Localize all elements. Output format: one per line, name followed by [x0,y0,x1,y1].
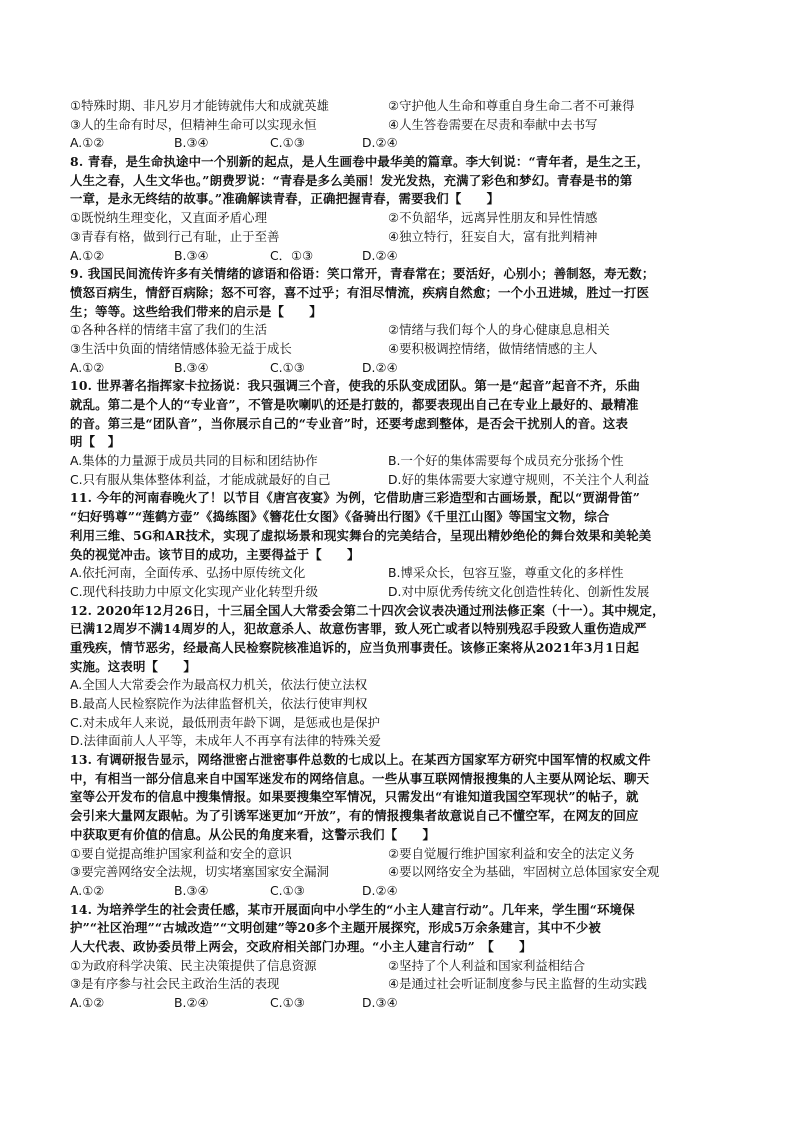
question-text-line: 一章，是永无终结的故事。”准确解读青春，正确把握青春，需要我们【 】 [70,191,500,207]
statement-option: ①各种各样的情绪丰富了我们的生活 [70,322,267,338]
statement-option: ④人生答卷需要在尽责和奉献中去书写 [388,116,598,132]
question-text-line: 10. 世界著名指挥家卡拉扬说：我只强调三个音，使我的乐队变成团队。第一是“起音”起音不齐，乐曲 [70,378,641,394]
answer-choice: A.①② [70,882,105,898]
statement-option: ④是通过社会听证制度参与民主监督的生动实践 [388,976,647,992]
answer-choice: D.②④ [362,247,398,263]
question-text-line: 11. 今年的河南春晚火了！以节目《唐宫夜宴》为例，它借助唐三彩造型和古画场景，配以“贾湖骨笛” [70,490,641,506]
answer-option-line: C.对未成年人来说，最低刑责年龄下调，是惩戒也是保护 [70,714,380,730]
question-text-line: 实施。这表明【 】 [70,658,196,674]
statement-option: ①既悦纳生理变化，又直面矛盾心理 [70,210,267,226]
statement-pair-row [70,583,730,602]
statement-pair-row [70,564,730,583]
statement-option: ④要以网络安全为基础，牢固树立总体国家安全观 [388,864,660,880]
question-text-line: 人生之春，人生文华也。”朗费罗说：“青春是多么美丽！发光发热，充满了彩色和梦幻。青春是书的第 [70,172,633,188]
statement-option: B.博采众长，包容互鉴，尊重文化的多样性 [388,565,624,581]
answer-choices-row [70,134,730,153]
question-text-line: 9. 我国民间流传许多有关情绪的谚语和俗语：笑口常开，青春常在；要活好，心别小；善制怒，寿无数； [70,266,655,282]
statement-option: D.对中原优秀传统文化创造性转化、创新性发展 [388,583,650,599]
question-text-line: 就乱。第二是个人的“专业音”，不管是吹喇叭的还是打鼓的，都要表现出自己在专业上最好的、最精准 [70,397,639,412]
answer-choice: D.②④ [362,882,398,898]
question-text-line: 中，有相当一部分信息来自中国军迷发布的网络信息。一些从事互联网情报搜集的人主要从网论坛、聊天 [70,770,650,786]
answer-option-line: B.最高人民检察院作为法律监督机关，依法行使审判权 [70,696,368,711]
answer-choice: C.①③ [270,359,305,375]
question-text-line: 中获取更有价值的信息。从公民的角度来看，这警示我们【 】 [70,826,436,842]
statement-option: ③要完善网络安全法规，切实堵塞国家安全漏洞 [70,864,329,880]
statement-pair-row [70,340,730,359]
answer-choice: B.②④ [174,995,209,1010]
answer-choices-row [70,247,730,266]
answer-choice: B.③④ [174,135,209,151]
statement-option: ③是有序参与社会民主政治生活的表现 [70,976,280,992]
answer-choice: B.③④ [174,359,209,375]
question-text-line: 的音。第三是“团队音”，当你展示自己的“专业音”时，还要考虑到整体，是否会干扰别人的音。这表 [70,415,629,431]
question-text-line: 12. 2020年12月26日，十三届全国人大常委会第二十四次会议表决通过刑法修正案（十一）。其中规定， [70,602,665,618]
answer-choice: D.②④ [362,135,398,151]
statement-option: ④要积极调控情绪，做情绪情感的主人 [388,340,598,356]
statement-pair-row [70,116,730,135]
answer-choice: A.①② [70,359,105,375]
question-text-line: 会引来大量网友跟帖。为了引诱军迷更加“开放”，有的情报搜集者故意说自己不懂空军，在网友的回应 [70,808,639,824]
answer-choice: B.③④ [174,247,209,263]
statement-option: ④独立特行，狂妄自大，富有批判精神 [388,228,598,244]
statement-option: A.集体的力量源于成员共同的目标和团结协作 [70,453,318,469]
statement-pair-row [70,845,730,864]
question-text-line: 人大代表、政协委员带上两会，交政府相关部门办理。“小主人建言行动” 【 】 [70,938,532,954]
question-text-line: 护”“社区治理”“古城改造”“文明创建”等20多个主题开展探究，形成5万余条建言，其中不少被 [70,920,602,936]
question-text-line: 14. 为培养学生的社会责任感，某市开展面向中小学生的“小主人建言行动”。几年来，学生围“环境保 [70,901,635,917]
answer-choice: C.①③ [270,995,305,1010]
question-text-line: 13. 有调研报告显示，网络泄密占泄密事件总数的七成以上。在某西方国家军方研究中国军情的权威文件 [70,752,651,768]
statement-pair-row [70,321,730,340]
answer-choice: A.①② [70,247,105,263]
question-text-line: 已满12周岁不满14周岁的人，犯故意杀人、故意伤害罪，致人死亡或者以特别残忍手段致人重伤造成严 [70,621,647,637]
statement-option: C.现代科技助力中原文化实现产业化转型升级 [70,583,319,599]
question-text-line: 8. 青春，是生命执途中一个别新的起点，是人生画卷中最华美的篇章。李大钊说：“青年者，是生之王， [70,154,650,170]
statement-option: ②不负韶华，远离异性朋友和异性情感 [388,210,598,226]
answer-choice: C.①③ [270,135,305,151]
statement-option: ②情绪与我们每个人的身心健康息息相关 [388,322,610,338]
statement-option: ②要自觉履行维护国家利益和安全的法定义务 [388,845,635,861]
answer-choices-row [70,882,730,901]
answer-choice: C．①③ [270,247,314,263]
answer-choices-row [70,359,730,378]
question-text-line: “妇好鸮尊”“莲鹤方壶”《捣练图》《簪花仕女图》《备骑出行图》《千里江山图》等国宝文物，综合 [70,509,610,525]
statement-option: A.依托河南，全面传承、弘扬中原传统文化 [70,565,306,581]
question-text-line: 奂的视觉冲击。该节目的成功，主要得益于【 】 [70,546,360,562]
statement-pair-row [70,97,730,116]
statement-option: ③人的生命有时尽，但精神生命可以实现永恒 [70,116,317,132]
answer-option-line: A.全国人大常委会作为最高权力机关，依法行使立法权 [70,677,368,693]
statement-pair-row [70,209,730,228]
statement-pair-row [70,471,730,490]
statement-pair-row [70,228,730,247]
statement-option: ①要自觉提高维护国家利益和安全的意识 [70,845,292,861]
answer-option-line: D.法律面前人人平等，未成年人不再享有法律的特殊关爱 [70,733,381,749]
statement-option: ③青春有格，做到行己有耻，止于至善 [70,228,280,244]
answer-choice: B.③④ [174,882,209,898]
statement-option: D.好的集体需要大家遵守规则，不关注个人利益 [388,471,650,487]
statement-option: ③生活中负面的情绪情感体验无益于成长 [70,340,292,356]
question-text-line: 生；等等。这些给我们带来的启示是【 】 [70,303,322,319]
statement-option: ①特殊时期、非凡岁月才能铸就伟大和成就英雄 [70,98,329,113]
question-text-line: 室等公开发布的信息中搜集情报。如果要搜集空军情况，只需发出“有谁知道我国空军现状”的帖子，就 [70,789,639,805]
question-text-line: 明【 】 [70,434,121,450]
question-text-line: 愤怒百病生，情舒百病除；怒不可容，喜不过乎；有泪尽情流，疾病自然愈；一个小丑进城，胜过一打医 [70,284,650,300]
question-text-line: 利用三维、5G和AR技术，实现了虚拟场景和现实舞台的完美结合，呈现出精妙绝伦的舞台效果和美轮美 [70,527,652,543]
exam-page [70,97,730,1013]
answer-choice: A.①② [70,135,105,151]
answer-choice: D.③④ [362,995,398,1010]
statement-pair-row [70,975,730,994]
answer-choice: A.①② [70,995,105,1010]
statement-pair-row [70,452,730,471]
answer-choice: D.②④ [362,359,398,375]
statement-option: B.一个好的集体需要每个成员充分张扬个性 [388,453,624,469]
statement-option: C.只有服从集体整体利益，才能成就最好的自己 [70,471,331,487]
statement-option: ②守护他人生命和尊重自身生命二者不可兼得 [388,98,635,113]
statement-option: ②坚持了个人利益和国家利益相结合 [388,957,585,973]
statement-pair-row [70,957,730,976]
answer-choice: C.①③ [270,882,305,898]
statement-pair-row [70,863,730,882]
answer-choices-row [70,994,730,1013]
statement-option: ①为政府科学决策、民主决策提供了信息资源 [70,957,317,973]
question-text-line: 重残疾，情节恶劣，经最高人民检察院核准追诉的，应当负刑事责任。该修正案将从2021年3月1日起 [70,639,640,655]
